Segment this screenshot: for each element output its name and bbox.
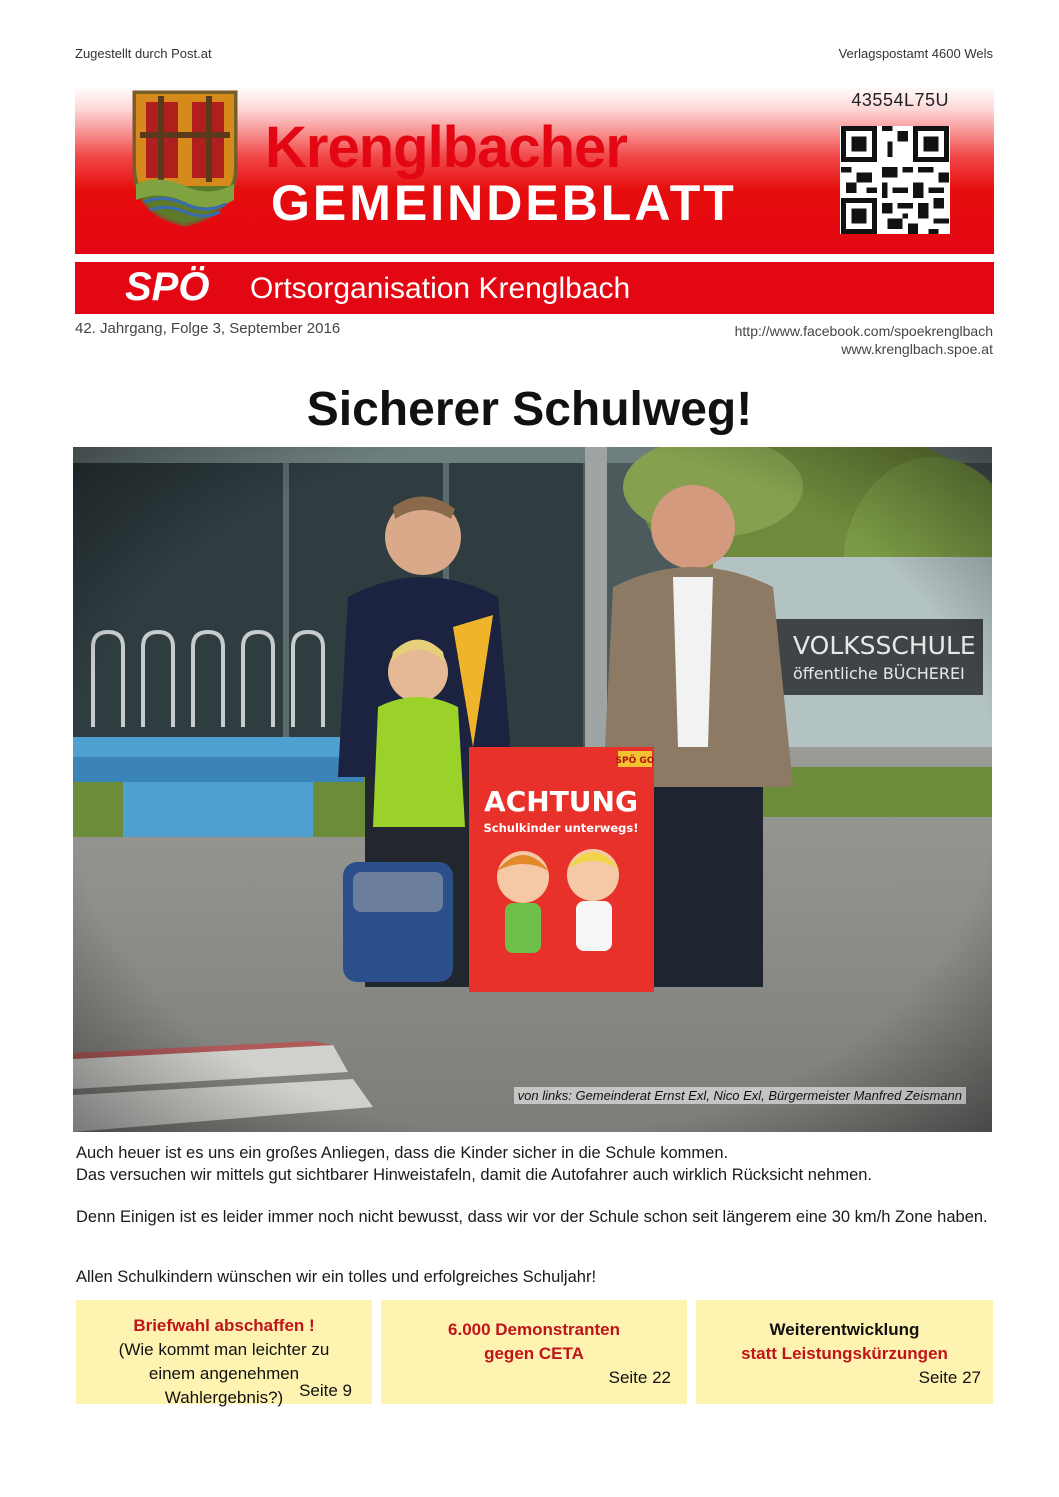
article-paragraph-2: Denn Einigen ist es leider immer noch nicht bewusst, dass wir vor der Schule schon seit längerem eine 30 km/h Zone haben.	[76, 1208, 988, 1226]
post-office-note: Verlagspostamt 4600 Wels	[838, 46, 993, 61]
teaser-ceta[interactable]	[381, 1300, 687, 1404]
teaser-leistungen[interactable]	[696, 1300, 993, 1404]
teaser-2-title-line-1: 6.000 Demonstranten	[448, 1320, 620, 1339]
qr-code-icon[interactable]	[840, 126, 950, 234]
organisation-name: Ortsorganisation Krenglbach	[250, 272, 631, 305]
teaser-1-title: Briefwahl abschaffen !	[133, 1316, 315, 1335]
teaser-3-title-line-2: statt Leistungskürzungen	[741, 1344, 948, 1363]
issue-code: 43554L75U	[851, 90, 949, 110]
teaser-3-title-line-1: Weiterentwicklung	[769, 1320, 920, 1339]
teaser-2-page[interactable]: Seite 22	[608, 1368, 671, 1387]
teaser-briefwahl[interactable]	[76, 1300, 372, 1407]
facebook-link[interactable]: http://www.facebook.com/spoekrenglbach	[734, 323, 993, 339]
article-headline: Sicherer Schulweg!	[306, 383, 753, 436]
paragraph-1-line-1: Auch heuer ist es uns ein großes Anliegen, dass die Kinder sicher in die Schule kommen.	[76, 1144, 729, 1162]
issue-info: 42. Jahrgang, Folge 3, September 2016	[75, 320, 341, 337]
masthead-title: Krenglbacher	[265, 115, 627, 180]
masthead-banner	[75, 86, 994, 254]
party-bar	[75, 262, 994, 314]
delivery-note: Zugestellt durch Post.at	[75, 46, 212, 61]
article-photo	[73, 447, 992, 1132]
teaser-3-page[interactable]: Seite 27	[918, 1368, 981, 1387]
masthead-subtitle: GEMEINDEBLATT	[271, 175, 737, 231]
article-paragraph-3: Allen Schulkindern wünschen wir ein tolles und erfolgreiches Schuljahr!	[76, 1268, 597, 1286]
municipal-crest-icon	[130, 88, 240, 228]
paragraph-1-line-2: Das versuchen wir mittels gut sichtbarer Hinweistafeln, damit die Autofahrer auch wirklich Rücksicht nehmen.	[76, 1166, 873, 1184]
contact-links	[735, 322, 993, 358]
teaser-2-title-line-2: gegen CETA	[484, 1344, 584, 1363]
party-name: SPÖ	[125, 265, 210, 309]
photo-caption: von links: Gemeinderat Ernst Exl, Nico Exl, Bürgermeister Manfred Zeismann	[514, 1087, 966, 1104]
teaser-1-subtitle: (Wie kommt man leichter zu einem angenehmen Wahlergebnis?)	[118, 1340, 330, 1407]
article-paragraph-1	[76, 1142, 996, 1186]
website-link[interactable]: www.krenglbach.spoe.at	[841, 341, 993, 357]
teaser-1-page[interactable]: Seite 9	[299, 1381, 352, 1400]
photo-scene	[73, 447, 992, 1132]
